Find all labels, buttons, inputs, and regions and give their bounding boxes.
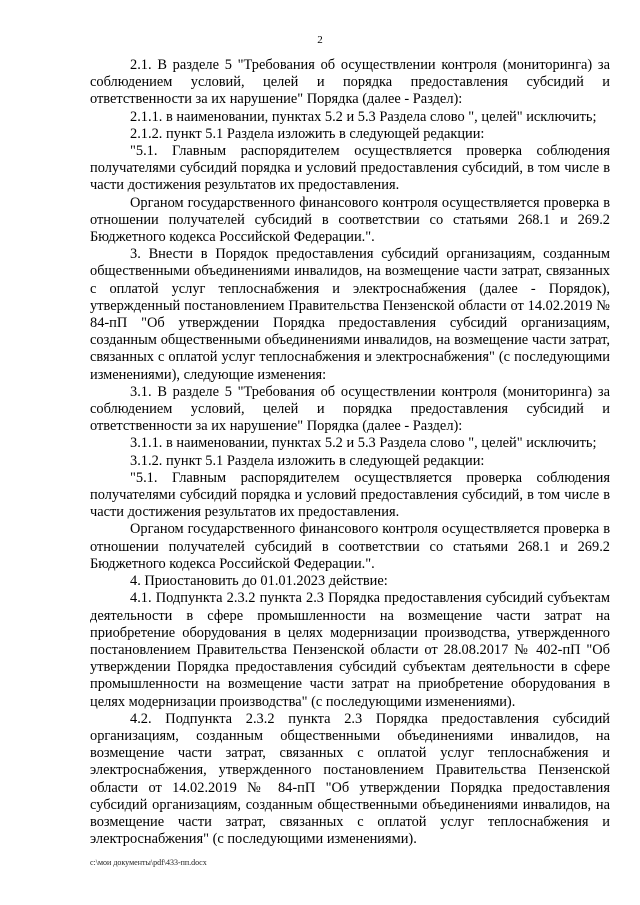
paragraph-3-1-1: 3.1.1. в наименовании, пунктах 5.2 и 5.3 Раздела слово ", целей" исключить; <box>130 435 597 452</box>
paragraph-2-1: 2.1. В разделе 5 "Требования об осуществлении контроля (мониторинга) за соблюдением условий, целей и порядка предоставления субсидий и ответственности за их нарушение" Порядка (далее - Раздел): <box>90 57 610 108</box>
paragraph-2-1-2: 2.1.2. пункт 5.1 Раздела изложить в следующей редакции: <box>130 125 485 142</box>
document-body <box>90 57 610 848</box>
footer-file-path: c:\мои документы\pdf\433-пп.docx <box>90 858 207 867</box>
paragraph-2-1-1: 2.1.1. в наименовании, пунктах 5.2 и 5.3 Раздела слово ", целей" исключить; <box>130 108 597 125</box>
quoted-paragraph-5-1: "5.1. Главным распорядителем осуществляется проверка соблюдения получателями субсидий порядка и условий предоставления субсидий, в том числе в части достижения результатов их предоставления. <box>90 143 610 194</box>
paragraph-3: 3. Внести в Порядок предоставления субсидий организациям, созданным общественными объединениями инвалидов, на возмещение части затрат, связанных с оплатой услуг теплоснабжения и электроснабжения (далее - Порядок), утвержденный постановлением Правительства Пензенской области от 14.02.2019 № 84-пП "Об утверждении Порядка предоставления субсидий организациям, созданным общественными объединениями инвалидов, на возмещение части затрат, связанных с оплатой услуг теплоснабжения и электроснабжения" (с последующими изменениями), следующие изменения: <box>90 246 610 383</box>
paragraph-4-1: 4.1. Подпункта 2.3.2 пункта 2.3 Порядка предоставления субсидий субъектам деятельности в сфере промышленности на возмещение части затрат на приобретение оборудования в целях модернизации производства, утвержденного постановлением Правительства Пензенской области от 28.08.2017 № 402-пП "Об утверждении Порядка предоставления субсидий субъектам деятельности в сфере промышленности на возмещение части затрат на приобретение оборудования в целях модернизации производства" (с последующими изменениями). <box>90 590 610 710</box>
quoted-paragraph-control-body-second: Органом государственного финансового контроля осуществляется проверка в отношении получателей субсидий в соответствии со статьями 268.1 и 269.2 Бюджетного кодекса Российской Федерации.". <box>90 521 610 572</box>
paragraph-3-1: 3.1. В разделе 5 "Требования об осуществлении контроля (мониторинга) за соблюдением условий, целей и порядка предоставления субсидий и ответственности за их нарушение" Порядка (далее - Раздел): <box>90 383 610 435</box>
quoted-paragraph-5-1-second: "5.1. Главным распорядителем осуществляется проверка соблюдения получателями субсидий порядка и условий предоставления субсидий, в том числе в части достижения результатов их предоставления. <box>90 469 610 521</box>
quoted-paragraph-control-body: Органом государственного финансового контроля осуществляется проверка в отношении получателей субсидий в соответствии со статьями 268.1 и 269.2 Бюджетного кодекса Российской Федерации.". <box>90 194 610 246</box>
paragraph-4: 4. Приостановить до 01.01.2023 действие: <box>130 573 388 590</box>
paragraph-4-2: 4.2. Подпункта 2.3.2 пункта 2.3 Порядка предоставления субсидий организациям, созданным общественными объединениями инвалидов, на возмещение части затрат, связанных с оплатой услуг теплоснабжения и электроснабжения, утвержденного постановлением Правительства Пензенской области от 14.02.2019 № 84-пП "Об утверждении Порядка предоставления субсидий организациям, созданным общественными объединениями инвалидов, на возмещение части затрат, связанных с оплатой услуг теплоснабжения и электроснабжения" (с последующими изменениями). <box>90 710 610 848</box>
paragraph-3-1-2: 3.1.2. пункт 5.1 Раздела изложить в следующей редакции: <box>130 452 485 469</box>
page-number: 2 <box>317 34 323 46</box>
